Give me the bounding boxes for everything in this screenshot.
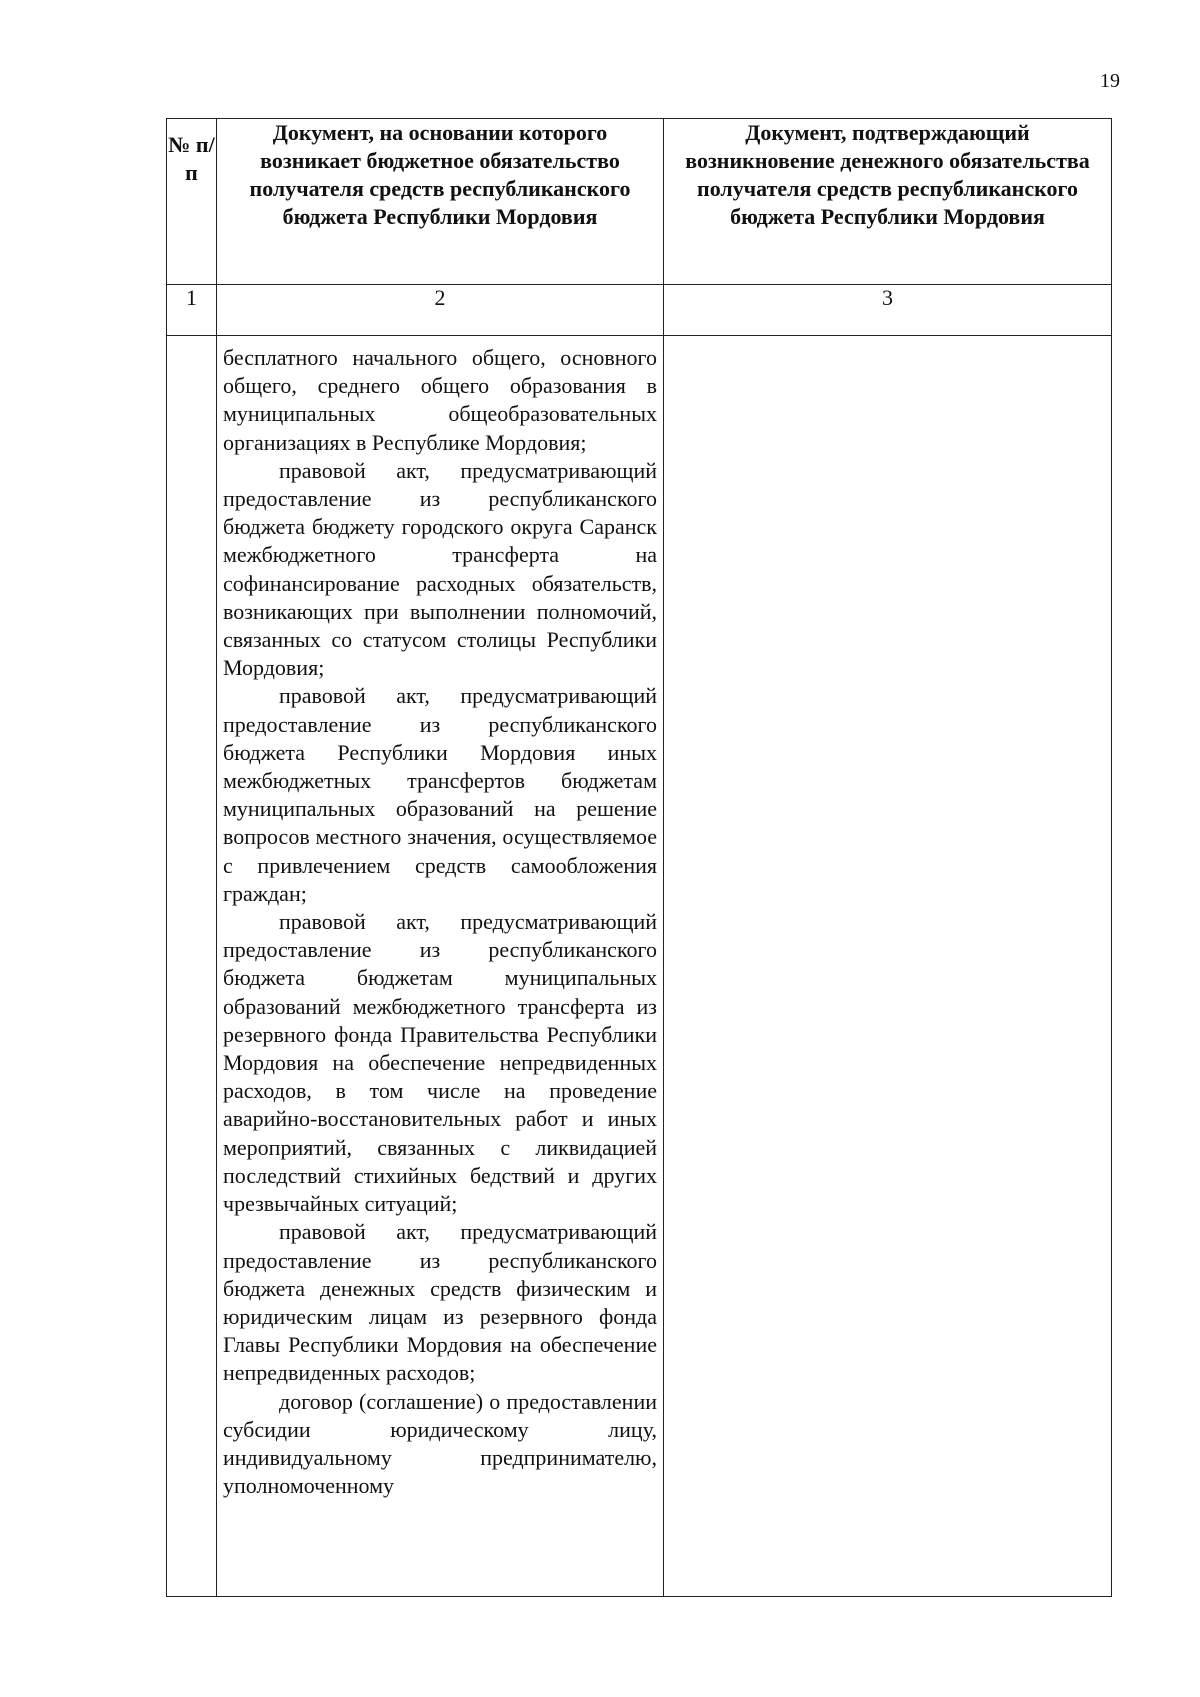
paragraph: бесплатного начального общего, основного общего, среднего общего образования в муниципальных общеобразовательных организациях в Республике Мордовия; <box>223 345 657 455</box>
header-number-column <box>167 119 217 285</box>
page-number: 19 <box>1100 70 1120 92</box>
basis-document-cell <box>217 336 664 1597</box>
table-header-row <box>167 119 1112 285</box>
table-row <box>167 336 1112 1597</box>
column-number-row <box>167 285 1112 336</box>
column-number-1: 1 <box>167 285 217 336</box>
column-number-2: 2 <box>217 285 664 336</box>
paragraph: правовой акт, предусматривающий предоставление из республиканского бюджета денежных средств физическим и юридическим лицам из резервного фонда Главы Республики Мордовия на обеспечение непредвиденных расходов; <box>223 1219 657 1386</box>
header-basis-document: Документ, на основании которого возникает бюджетное обязательство получателя средств республиканского бюджета Республики Мордовия <box>217 119 664 285</box>
header-confirming-document: Документ, подтверждающий возникновение денежного обязательства получателя средств республиканского бюджета Республики Мордовия <box>664 119 1112 285</box>
row-number-cell <box>167 336 217 1597</box>
header-number-label: № п/п <box>168 132 215 185</box>
paragraph: правовой акт, предусматривающий предоставление из республиканского бюджета бюджету городского округа Саранск межбюджетного трансферта на софинансирование расходных обязательств, возникающих при выполнении полномочий, связанных со статусом столицы Республики Мордовия; <box>223 457 657 681</box>
paragraph: правовой акт, предусматривающий предоставление из республиканского бюджета Республики Мордовия иных межбюджетных трансфертов бюджетам муниципальных образований на решение вопросов местного значения, осуществляемое с привлечением средств самообложения граждан; <box>223 683 657 906</box>
paragraph: договор (соглашение) о предоставлении субсидии юридическому лицу, индивидуальному предпринимателю, уполномоченному <box>223 1388 657 1499</box>
basis-document-text <box>217 336 663 1500</box>
paragraph: правовой акт, предусматривающий предоставление из республиканского бюджета бюджетам муниципальных образований межбюджетного трансферта из резервного фонда Правительства Республики Мордовия на обеспечение непредвиденных расходов, в том числе на проведение аварийно-восстановительных работ и иных мероприятий, связанных с ликвидацией последствий стихийных бедствий и других чрезвычайных ситуаций; <box>223 909 657 1217</box>
column-number-3: 3 <box>664 285 1112 336</box>
budget-obligations-table <box>166 118 1112 1597</box>
confirming-document-cell <box>664 336 1112 1597</box>
